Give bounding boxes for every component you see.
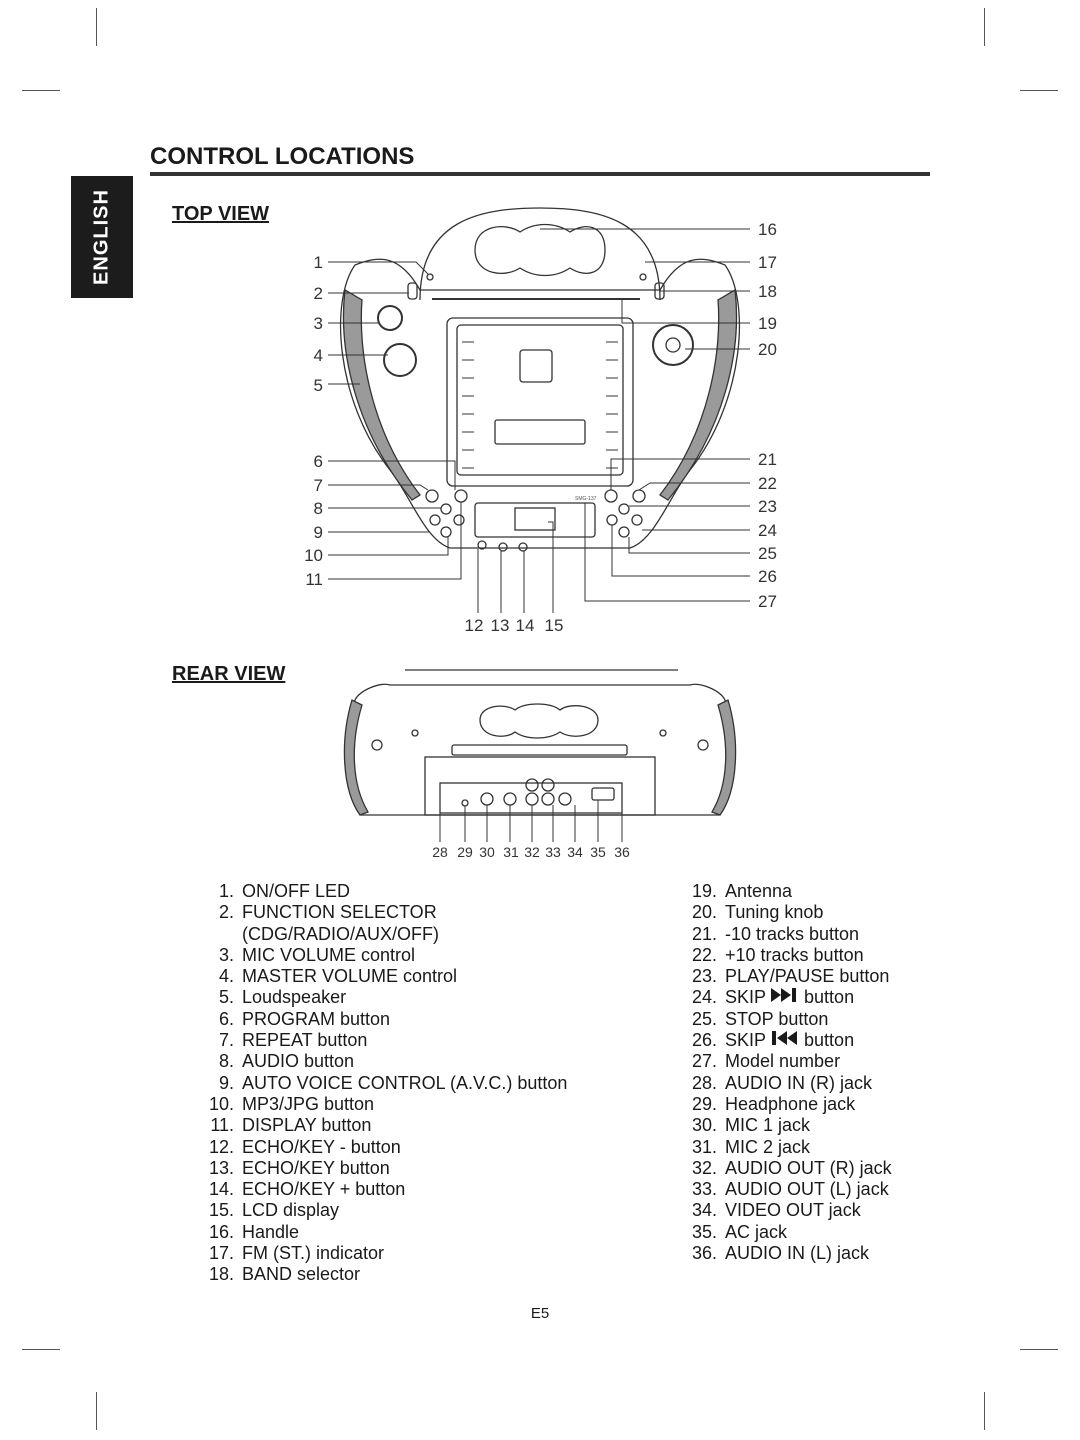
legend-number: 11. xyxy=(210,1115,234,1136)
legend-text: +10 tracks button xyxy=(725,944,864,965)
legend-item xyxy=(200,1200,567,1221)
legend-right xyxy=(683,881,892,1264)
legend-text: LCD display xyxy=(242,1200,340,1221)
callout-15: 15 xyxy=(544,616,564,635)
legend-text: AUTO VOICE CONTROL (A.V.C.) button xyxy=(242,1072,568,1093)
legend-item xyxy=(200,1030,567,1051)
legend-text: MIC VOLUME control xyxy=(242,944,416,965)
legend-number: 32. xyxy=(691,1157,717,1178)
callout-35: 35 xyxy=(590,844,606,860)
callout-31: 31 xyxy=(503,844,519,860)
body-outline xyxy=(341,259,740,548)
callout-20: 20 xyxy=(758,340,777,359)
callout-26: 26 xyxy=(758,567,777,586)
legend-item xyxy=(683,1222,892,1243)
cd-window xyxy=(457,325,623,475)
callout-36: 36 xyxy=(614,844,630,860)
callout-7: 7 xyxy=(313,476,323,495)
legend-text: REPEAT button xyxy=(242,1030,368,1051)
legend-item xyxy=(683,987,892,1008)
legend-number: 22. xyxy=(691,944,717,965)
legend-number: 4. xyxy=(218,966,234,987)
legend-text: button xyxy=(804,1030,855,1051)
legend-text: AUDIO OUT (L) jack xyxy=(725,1179,889,1200)
legend-text: ON/OFF LED xyxy=(242,881,351,901)
legend-item xyxy=(200,1115,567,1136)
top-view-heading: TOP VIEW xyxy=(172,203,270,225)
legend-text: ECHO/KEY + button xyxy=(242,1179,406,1200)
handle-grip xyxy=(475,225,605,276)
legend-number: 21. xyxy=(691,923,717,944)
rear-right-grille xyxy=(712,700,736,815)
legend-number: 31. xyxy=(691,1136,717,1157)
legend-number: 30. xyxy=(691,1115,717,1136)
legend-item xyxy=(200,1073,567,1094)
legend-text: ECHO/KEY button xyxy=(242,1157,390,1178)
legend-number: 29. xyxy=(691,1093,717,1114)
legend-item xyxy=(200,945,567,966)
top-leader-lines xyxy=(328,229,750,613)
legend-text: PROGRAM button xyxy=(242,1008,391,1029)
legend-item-continuation xyxy=(200,924,567,945)
callout-12: 12 xyxy=(464,616,484,635)
legend-item xyxy=(200,1051,567,1072)
lcd-display xyxy=(515,508,555,530)
callout-17: 17 xyxy=(758,253,777,272)
tuning-knob xyxy=(653,325,693,365)
callout-25: 25 xyxy=(758,544,777,563)
legend-item xyxy=(683,924,892,945)
legend-item xyxy=(683,1030,892,1051)
legend-item xyxy=(200,902,567,923)
callout-24: 24 xyxy=(758,521,777,540)
callout-23: 23 xyxy=(758,497,777,516)
legend-item xyxy=(683,1137,892,1158)
legend-number: 17. xyxy=(208,1243,234,1264)
callout-6: 6 xyxy=(313,452,323,471)
legend-text: FM (ST.) indicator xyxy=(242,1243,385,1264)
callout-33: 33 xyxy=(545,844,561,860)
legend-text: FUNCTION SELECTOR xyxy=(242,902,437,923)
legend-number: 9. xyxy=(218,1072,234,1093)
handle-outline xyxy=(420,208,660,300)
rear-vent-strip xyxy=(452,745,627,755)
legend-number: 24. xyxy=(691,987,717,1008)
cd-center-button xyxy=(520,350,552,382)
legend-item xyxy=(683,1179,892,1200)
legend-number: 15. xyxy=(208,1200,234,1221)
legend-text: AUDIO button xyxy=(242,1051,355,1072)
master-volume-knob xyxy=(384,344,416,376)
callout-28: 28 xyxy=(432,844,448,860)
legend-number: 2. xyxy=(218,902,234,923)
callout-21: 21 xyxy=(758,450,777,469)
legend-text: -10 tracks button xyxy=(725,923,860,944)
page-number: E5 xyxy=(530,1305,550,1322)
legend-item xyxy=(200,1222,567,1243)
skip-next-icon xyxy=(770,987,800,1003)
legend-number: 20. xyxy=(691,902,717,923)
legend-text: AUDIO IN (R) jack xyxy=(725,1072,873,1093)
legend-number: 1. xyxy=(218,881,234,901)
legend-number: 34. xyxy=(691,1200,717,1221)
legend-text: Model number xyxy=(725,1051,841,1072)
legend-text: (CDG/RADIO/AUX/OFF) xyxy=(242,923,439,944)
legend-number: 19. xyxy=(691,881,717,901)
legend-text: SKIP xyxy=(725,987,767,1008)
legend-text: Antenna xyxy=(725,881,793,901)
legend-number: 6. xyxy=(218,1008,234,1029)
fm-indicator xyxy=(427,274,433,280)
tuning-knob-center xyxy=(666,338,680,352)
legend-number: 5. xyxy=(218,987,234,1008)
callout-29: 29 xyxy=(457,844,473,860)
legend-item xyxy=(200,1264,567,1285)
callout-30: 30 xyxy=(479,844,495,860)
legend-text: PLAY/PAUSE button xyxy=(725,966,890,987)
crop-mark xyxy=(96,1392,97,1430)
legend-number: 18. xyxy=(208,1264,234,1285)
legend-number: 36. xyxy=(691,1243,717,1264)
top-view-device xyxy=(341,208,740,551)
callout-9: 9 xyxy=(313,523,323,542)
callout-18: 18 xyxy=(758,282,777,301)
legend-text: Handle xyxy=(242,1221,300,1242)
legend-item xyxy=(200,1137,567,1158)
callout-11: 11 xyxy=(305,570,323,589)
callout-13: 13 xyxy=(490,616,510,635)
callout-19: 19 xyxy=(758,314,777,333)
legend-item xyxy=(683,966,892,987)
legend-number: 8. xyxy=(218,1051,234,1072)
legend-text: MASTER VOLUME control xyxy=(242,966,458,987)
rear-view-heading: REAR VIEW xyxy=(172,663,286,685)
legend-text: AUDIO IN (L) jack xyxy=(725,1243,870,1264)
legend-number: 13. xyxy=(208,1157,234,1178)
callout-14: 14 xyxy=(515,616,535,635)
legend-item xyxy=(200,1009,567,1030)
legend-item xyxy=(683,1115,892,1136)
mic-volume-knob xyxy=(378,306,402,330)
legend-text: STOP button xyxy=(725,1008,829,1029)
legend-number: 25. xyxy=(691,1008,717,1029)
legend-item xyxy=(683,1200,892,1221)
language-tab-label: ENGLISH xyxy=(90,189,113,285)
cd-lid xyxy=(447,318,633,486)
legend-text: button xyxy=(804,987,855,1008)
legend-item xyxy=(683,1094,892,1115)
rear-view-device xyxy=(344,670,735,815)
legend-item xyxy=(200,881,567,902)
legend-text: Headphone jack xyxy=(725,1093,856,1114)
legend-text: AUDIO OUT (R) jack xyxy=(725,1157,892,1178)
legend-item xyxy=(683,1009,892,1030)
legend-item xyxy=(683,1051,892,1072)
legend-number: 28. xyxy=(691,1072,717,1093)
legend-text: Tuning knob xyxy=(725,902,824,923)
legend-item xyxy=(200,987,567,1008)
legend-text: DISPLAY button xyxy=(242,1115,372,1136)
legend-number: 26. xyxy=(691,1030,717,1051)
legend-text: MIC 2 jack xyxy=(725,1136,811,1157)
crop-mark xyxy=(22,1349,60,1350)
band-selector xyxy=(408,283,417,299)
legend-item xyxy=(683,881,892,902)
legend-number: 7. xyxy=(218,1030,234,1051)
legend-number: 16. xyxy=(208,1221,234,1242)
legend-item xyxy=(200,1094,567,1115)
right-speaker-grille xyxy=(660,290,736,500)
callout-5: 5 xyxy=(313,376,323,395)
callout-10: 10 xyxy=(304,546,323,565)
left-speaker-grille xyxy=(344,290,420,500)
callout-27: 27 xyxy=(758,592,777,611)
rear-handle xyxy=(480,704,598,738)
legend-number: 14. xyxy=(208,1179,234,1200)
callout-16: 16 xyxy=(758,220,777,239)
page-title: CONTROL LOCATIONS xyxy=(150,143,415,170)
legend-text: VIDEO OUT jack xyxy=(725,1200,861,1221)
legend-item xyxy=(200,1179,567,1200)
legend-item xyxy=(683,1158,892,1179)
legend-text: ECHO/KEY - button xyxy=(242,1136,401,1157)
legend-number: 33. xyxy=(691,1179,717,1200)
legend-item xyxy=(683,1073,892,1094)
callout-34: 34 xyxy=(567,844,583,860)
crop-mark xyxy=(984,1392,985,1430)
legend-item xyxy=(200,966,567,987)
legend-number: 27. xyxy=(691,1051,717,1072)
legend-item xyxy=(683,945,892,966)
crop-mark xyxy=(1020,1349,1058,1350)
legend-text: SKIP xyxy=(725,1030,767,1051)
legend-text: AC jack xyxy=(725,1221,788,1242)
legend-number: 3. xyxy=(218,944,234,965)
lid-vents xyxy=(462,342,618,468)
legend-number: 12. xyxy=(208,1136,234,1157)
cd-label-window xyxy=(495,420,585,444)
callout-3: 3 xyxy=(313,314,323,333)
model-label: SMG-137 xyxy=(575,496,597,502)
legend-text: MP3/JPG button xyxy=(242,1093,375,1114)
skip-prev-icon xyxy=(770,1030,800,1046)
legend-item xyxy=(683,1243,892,1264)
callout-8: 8 xyxy=(313,499,323,518)
legend-item xyxy=(683,902,892,923)
legend-text: Loudspeaker xyxy=(242,987,347,1008)
legend-number: 35. xyxy=(691,1221,717,1242)
legend-left xyxy=(200,881,567,1286)
jack-panel xyxy=(425,757,655,815)
callout-1: 1 xyxy=(313,253,323,272)
legend-item xyxy=(200,1243,567,1264)
legend-text: MIC 1 jack xyxy=(725,1115,811,1136)
callout-32: 32 xyxy=(524,844,540,860)
legend-number: 23. xyxy=(691,966,717,987)
rear-left-grille xyxy=(344,700,368,815)
callout-2: 2 xyxy=(313,284,323,303)
fm-st-indicator xyxy=(640,274,646,280)
callout-22: 22 xyxy=(758,474,777,493)
legend-item xyxy=(200,1158,567,1179)
legend-text: BAND selector xyxy=(242,1264,361,1285)
callout-4: 4 xyxy=(313,346,323,365)
legend-number: 10. xyxy=(208,1093,234,1114)
